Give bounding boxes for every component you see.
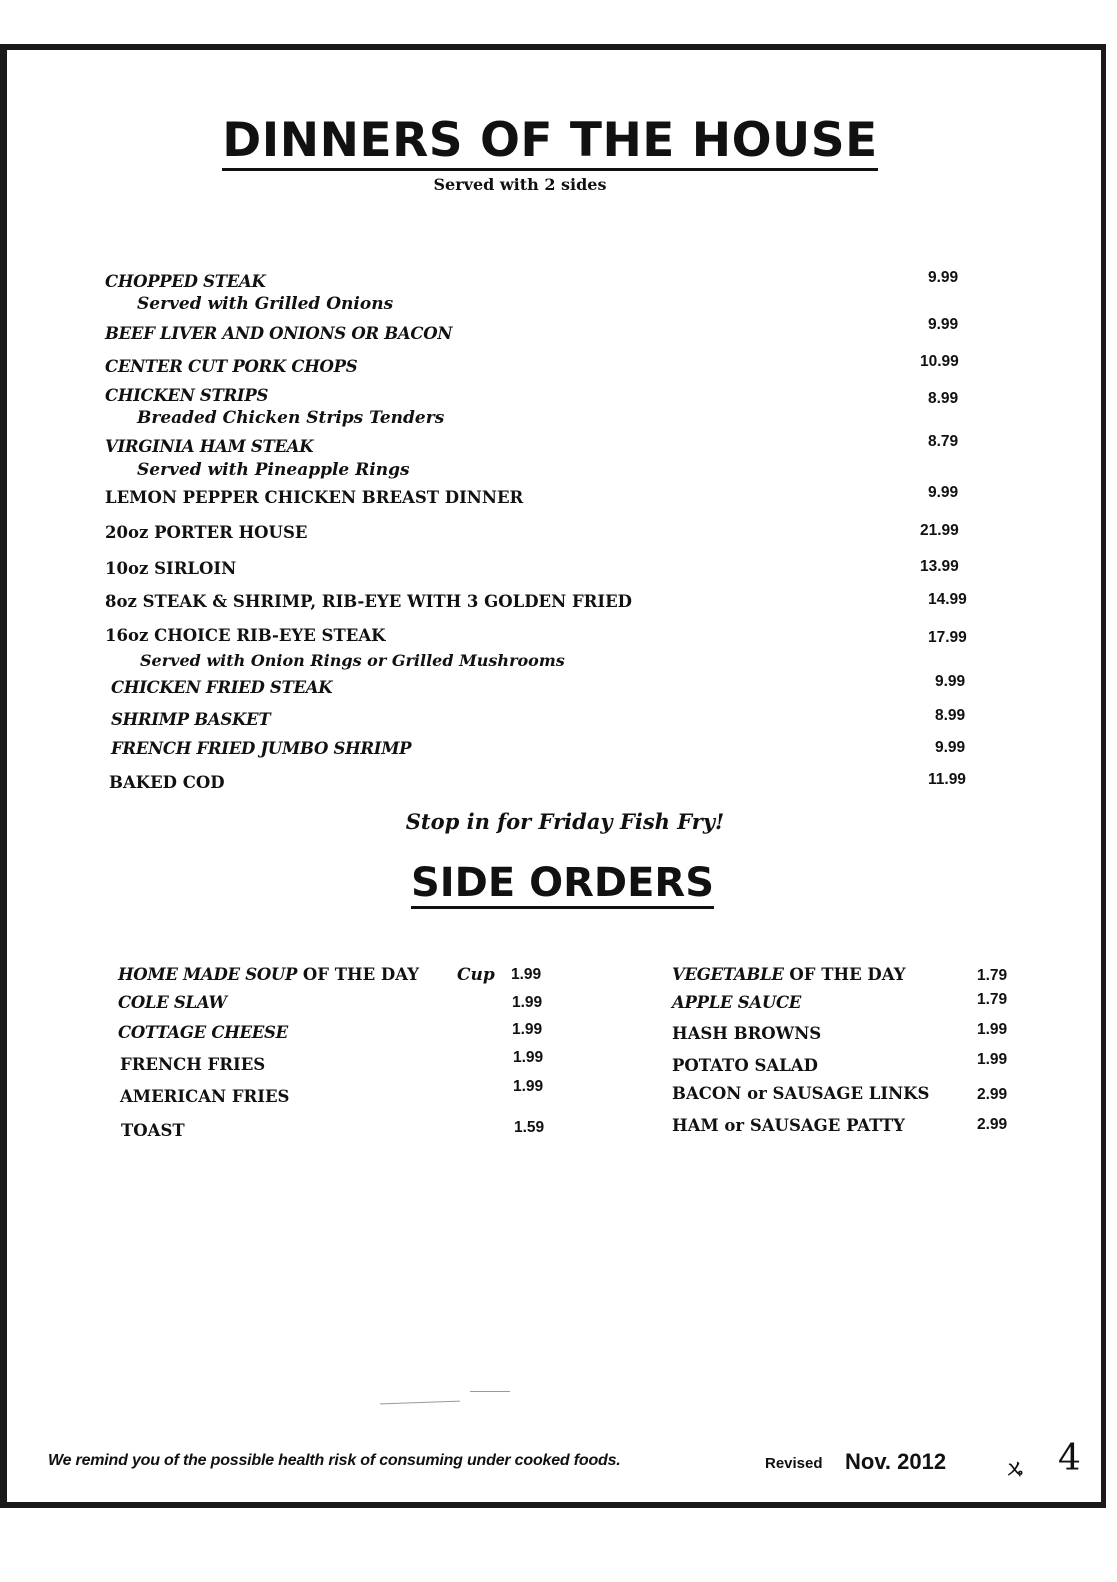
menu-item-price: 9.99 [935,673,966,690]
menu-item-price: 9.99 [928,269,959,286]
menu-item-price: 8.79 [928,433,959,450]
side-item-name: COLE SLAW [118,993,227,1012]
side-item-price: 2.99 [977,1086,1008,1103]
side-item-name: BACON or SAUSAGE LINKS [672,1084,930,1103]
side-item-name: HAM or SAUSAGE PATTY [672,1116,905,1135]
menu-item-name: FRENCH FRIED JUMBO SHRIMP [111,739,412,758]
menu-item-price: 17.99 [928,629,967,646]
side-item-price: 1.99 [512,994,543,1011]
menu-item-price: 13.99 [920,558,959,575]
menu-item-price: 9.99 [935,739,966,756]
menu-item-name: VIRGINIA HAM STEAK [105,437,314,456]
menu-item-price: 9.99 [928,316,959,333]
side-item-price: 2.99 [977,1116,1008,1133]
side-item-price: 1.79 [977,991,1008,1008]
side-item-name: VEGETABLE OF THE DAY [672,965,906,984]
menu-item-price: 21.99 [920,522,959,539]
menu-item-price: 9.99 [928,484,959,501]
menu-item-name: 10oz SIRLOIN [105,559,237,578]
side-item-name: HOME MADE SOUP OF THE DAY [118,965,419,984]
side-item-price: 1.99 [513,1078,544,1095]
side-item-name: HASH BROWNS [672,1024,822,1043]
menu-item-name: BAKED COD [109,773,225,792]
menu-item-name: CHICKEN FRIED STEAK [111,678,333,697]
health-notice: We remind you of the possible health risk of consuming under cooked foods. [48,1452,621,1469]
menu-item-desc: Served with Grilled Onions [137,294,394,314]
menu-item-name: CENTER CUT PORK CHOPS [105,357,358,376]
cup-label: Cup [457,965,495,985]
menu-item-name: CHOPPED STEAK [105,272,266,291]
side-item-name: POTATO SALAD [672,1056,818,1075]
menu-item-name: BEEF LIVER AND ONIONS OR BACON [105,324,453,343]
menu-item-price: 11.99 [928,771,966,788]
menu-item-desc: Served with Pineapple Rings [137,460,410,480]
menu-item-name: LEMON PEPPER CHICKEN BREAST DINNER [105,488,524,507]
dinners-subtitle: Served with 2 sides [433,175,607,194]
revised-date: Nov. 2012 [845,1449,947,1474]
menu-item-name: 8oz STEAK & SHRIMP, RIB-EYE WITH 3 GOLDEN FRIED [105,592,632,611]
menu-item-name: SHRIMP BASKET [111,710,271,729]
side-item-price: 1.99 [513,1049,544,1066]
scan-mark [470,1391,510,1392]
menu-item-name: 16oz CHOICE RIB-EYE STEAK [105,626,386,645]
menu-item-price: 14.99 [928,591,967,608]
side-orders-title: SIDE ORDERS [0,860,1117,906]
side-item-name: AMERICAN FRIES [120,1087,290,1106]
promo-text: Stop in for Friday Fish Fry! [405,809,725,834]
page-number: 4 [1058,1438,1081,1479]
side-item-name: COTTAGE CHEESE [118,1023,288,1042]
dinners-title: DINNERS OF THE HOUSE [0,113,1100,168]
menu-item-desc: Served with Onion Rings or Grilled Mushrooms [140,651,565,670]
menu-item-price: 8.99 [928,390,959,407]
side-item-price: 1.99 [511,966,542,983]
side-item-price: 1.59 [514,1119,545,1136]
side-item-price: 1.99 [977,1021,1008,1038]
menu-item-price: 8.99 [935,707,966,724]
side-item-price: 1.79 [977,967,1008,984]
menu-item-name: CHICKEN STRIPS [105,386,269,405]
side-item-price: 1.99 [977,1051,1008,1068]
side-item-price: 1.99 [512,1021,543,1038]
revised-label: Revised [765,1455,823,1472]
menu-item-desc: Breaded Chicken Strips Tenders [137,408,445,428]
printer-mark: ㆫ [1005,1456,1025,1480]
side-item-name: FRENCH FRIES [120,1055,266,1074]
side-item-name: TOAST [121,1121,185,1140]
side-item-name: APPLE SAUCE [672,993,802,1012]
menu-item-price: 10.99 [920,353,959,370]
menu-item-name: 20oz PORTER HOUSE [105,523,308,542]
